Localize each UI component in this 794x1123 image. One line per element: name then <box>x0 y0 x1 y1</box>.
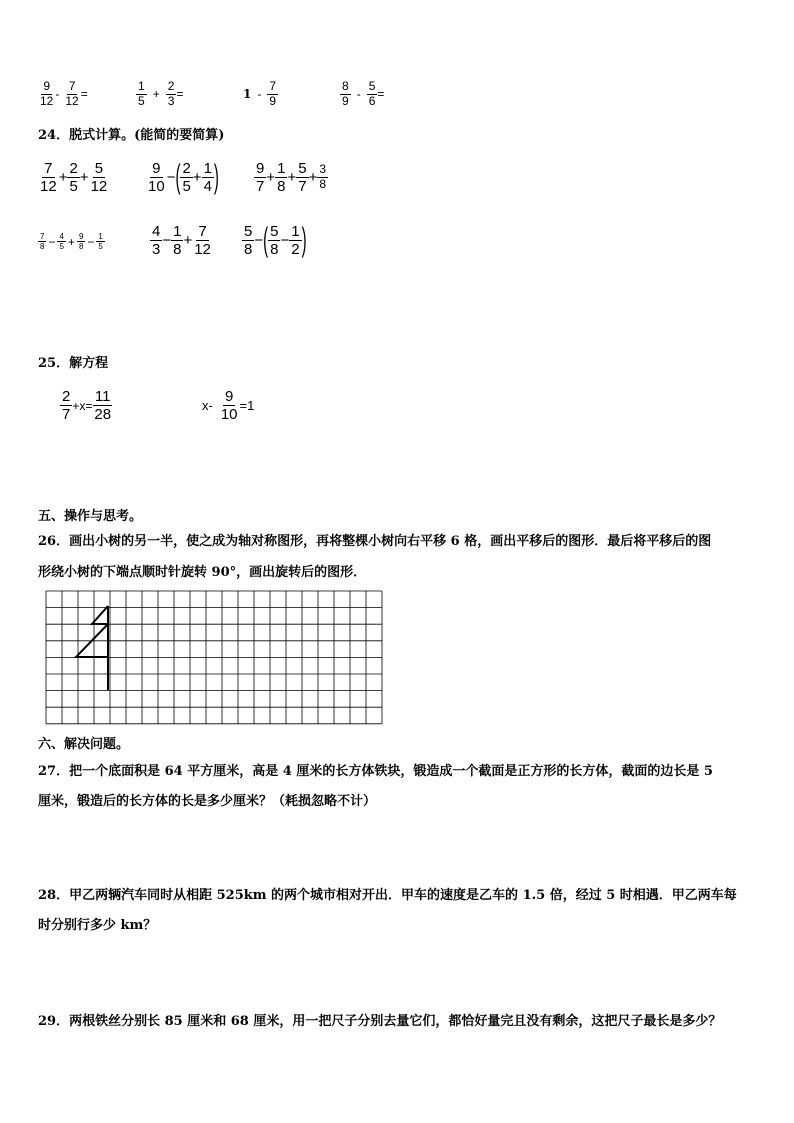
q24-expression-3 <box>254 160 328 196</box>
denominator: 5 <box>59 242 64 252</box>
operator: + <box>308 169 318 187</box>
denominator: 12 <box>90 178 108 196</box>
denominator: 3 <box>167 93 175 108</box>
operator: + <box>79 169 89 187</box>
denominator: 12 <box>194 241 211 259</box>
denominator: 2 <box>291 241 300 259</box>
q25-equation-1 <box>60 388 113 424</box>
operator: + <box>183 232 193 250</box>
denominator: 3 <box>152 241 161 259</box>
operator: − <box>280 232 290 250</box>
denominator: 28 <box>94 406 112 424</box>
denominator: 12 <box>40 178 57 196</box>
operator: − <box>162 232 172 250</box>
denominator: 5 <box>69 178 78 196</box>
operator: - <box>356 87 361 102</box>
q26-line-2: 形绕小树的下端点顺时针旋转 90°，画出旋转后的图形． <box>38 565 367 580</box>
denominator: 6 <box>368 93 376 108</box>
denominator: 5 <box>182 178 191 196</box>
denominator: 8 <box>78 242 84 252</box>
numerator: 7 <box>198 223 207 240</box>
leading-number: 1 <box>243 87 252 102</box>
denominator: 7 <box>298 178 307 196</box>
q24-expression-1 <box>38 160 109 196</box>
numerator: 5 <box>94 160 104 177</box>
equals: = <box>176 87 184 102</box>
numerator: 7 <box>44 160 53 177</box>
numerator: 1 <box>173 223 182 240</box>
denominator: 8 <box>277 178 286 196</box>
numerator: 9 <box>152 160 161 177</box>
denominator: 8 <box>173 241 182 259</box>
numerator: 3 <box>319 162 327 177</box>
equation-tail: =1 <box>239 398 255 414</box>
numerator: 7 <box>269 79 277 93</box>
numerator: 1 <box>291 223 300 240</box>
section-five-heading: 五、操作与思考。 <box>38 509 143 524</box>
operator: − <box>87 234 95 249</box>
operator: − <box>254 232 264 250</box>
left-paren: ( <box>175 159 181 197</box>
operator: + <box>266 169 276 187</box>
right-paren: ) <box>213 159 219 197</box>
numerator: 2 <box>167 79 175 93</box>
numerator: 2 <box>182 160 191 177</box>
numerator: 7 <box>40 232 45 241</box>
q24-expression-4 <box>38 232 105 251</box>
numerator: 1 <box>277 160 286 177</box>
denominator: 10 <box>148 178 165 196</box>
q24-expression-6 <box>242 223 307 259</box>
numerator: 2 <box>62 388 71 405</box>
numerator: 1 <box>98 232 103 241</box>
operator: + <box>67 234 75 249</box>
q25-equation-2 <box>202 388 254 424</box>
numerator: 9 <box>256 160 265 177</box>
q23-expression-3 <box>243 80 278 109</box>
denominator: 9 <box>269 93 277 108</box>
numerator: 11 <box>94 388 111 405</box>
right-paren: ) <box>301 222 307 260</box>
section-six-heading: 六、解决问题。 <box>38 737 130 752</box>
operator: + <box>287 169 297 187</box>
numerator: 5 <box>270 223 279 240</box>
denominator: 9 <box>342 93 349 108</box>
numerator: 9 <box>78 232 84 241</box>
q28-line-2: 时分别行多少 km？ <box>38 918 157 933</box>
operator: - <box>257 87 262 102</box>
q26-grid <box>45 590 383 726</box>
numerator: 9 <box>43 79 51 93</box>
numerator: 5 <box>298 160 307 177</box>
left-paren: ( <box>263 222 269 260</box>
equation-middle: +x= <box>72 398 93 413</box>
operator: + <box>58 169 68 187</box>
denominator: 12 <box>40 93 54 108</box>
operator: + <box>152 87 160 102</box>
denominator: 8 <box>270 241 279 259</box>
q24-title: 24．脱式计算。(能简的要简算) <box>38 128 225 143</box>
q27-line-2: 厘米，锻造后的长方体的长是多少厘米？（耗损忽略不计） <box>38 794 377 809</box>
operator: − <box>48 234 56 249</box>
numerator: 4 <box>59 232 64 241</box>
q23-expression-4 <box>340 80 384 109</box>
q29-line-1: 29．两根铁丝分别长 85 厘米和 68 厘米，用一把尺子分别去量它们，都恰好量完且没有剩余，这把尺子最长是多少？ <box>38 1014 722 1029</box>
q24-expression-2 <box>146 160 219 196</box>
q28-line-1: 28．甲乙两辆汽车同时从相距 525km 的两个城市相对开出．甲车的速度是乙车的 1.5 倍，经过 5 时相遇．甲乙两车每 <box>38 888 737 903</box>
denominator: 12 <box>65 93 79 108</box>
numerator: 8 <box>342 79 349 93</box>
q23-expression-2 <box>136 80 183 109</box>
numerator: 5 <box>368 79 376 93</box>
equation-lead: x- <box>202 398 213 414</box>
q23-expression-1 <box>38 80 88 109</box>
numerator: 5 <box>244 223 253 240</box>
denominator: 10 <box>220 406 238 424</box>
operator: - <box>55 87 60 102</box>
denominator: 5 <box>98 242 103 252</box>
numerator: 1 <box>203 160 212 177</box>
denominator: 8 <box>40 242 45 252</box>
q27-line-1: 27．把一个底面积是 64 平方厘米，高是 4 厘米的长方体铁块，锻造成一个截面是正方形的长方体，截面的边长是 5 <box>38 764 713 779</box>
equals: = <box>377 87 385 102</box>
denominator: 8 <box>319 177 327 192</box>
half-tree-drawing <box>76 606 108 690</box>
numerator: 1 <box>138 79 145 93</box>
numerator: 7 <box>68 79 76 93</box>
numerator: 4 <box>152 223 161 240</box>
denominator: 5 <box>138 93 145 108</box>
numerator: 9 <box>225 388 234 405</box>
numerator: 2 <box>69 160 78 177</box>
q25-title: 25．解方程 <box>38 356 109 371</box>
denominator: 8 <box>244 241 253 259</box>
operator: + <box>192 169 202 187</box>
equals: = <box>80 87 88 102</box>
denominator: 4 <box>203 178 212 196</box>
denominator: 7 <box>256 178 265 196</box>
q26-line-1: 26．画出小树的另一半，使之成为轴对称图形，再将整棵小树向右平移 6 格，画出平移后的图形．最后将平移后的图 <box>38 534 712 549</box>
operator: − <box>166 169 176 187</box>
denominator: 7 <box>62 406 71 424</box>
q24-expression-5 <box>150 223 213 259</box>
